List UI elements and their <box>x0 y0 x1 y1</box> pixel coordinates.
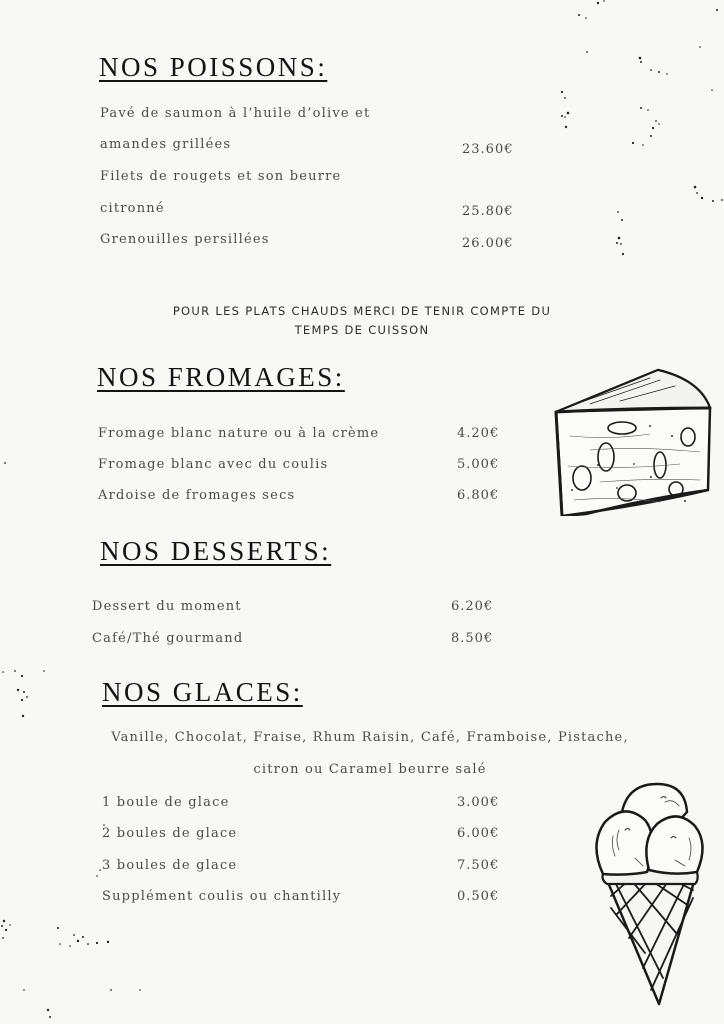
cooking-time-notice <box>140 302 584 340</box>
menu-item-name: Grenouilles persillées <box>100 232 270 247</box>
menu-item-price: 8.50€ <box>451 631 494 646</box>
menu-item-price: 5.00€ <box>457 457 500 472</box>
menu-item-name: 3 boules de glace <box>102 858 238 873</box>
menu-item-name: Ardoise de fromages secs <box>98 488 296 503</box>
ice-cream-flavors: Vanille, Chocolat, Fraise, Rhum Raisin, Café, Framboise, Pistache, <box>111 730 629 745</box>
menu-item-price: 25.80€ <box>462 204 514 219</box>
menu-item-name: amandes grillées <box>100 137 232 152</box>
menu-item-name: citronné <box>100 201 165 216</box>
menu-item-name: 1 boule de glace <box>102 795 230 810</box>
menu-item-price: 3.00€ <box>457 795 500 810</box>
menu-item-price: 0.50€ <box>457 889 500 904</box>
ice-cream-flavors: citron ou Caramel beurre salé <box>253 762 487 777</box>
menu-item-price: 26.00€ <box>462 236 514 251</box>
menu-item-price: 6.20€ <box>451 599 494 614</box>
menu-item-name: Supplément coulis ou chantilly <box>102 889 342 904</box>
notice-line: POUR LES PLATS CHAUDS MERCI DE TENIR COMPTE DU <box>172 304 552 318</box>
menu-item-name: Dessert du moment <box>92 599 242 614</box>
notice-line: TEMPS DE CUISSON <box>294 323 430 337</box>
menu-item-name: Café/Thé gourmand <box>92 631 244 646</box>
cheese-wedge-icon <box>550 366 715 516</box>
section-title-desserts: NOS DESSERTS: <box>100 536 332 566</box>
menu-item-name: 2 boules de glace <box>102 826 238 841</box>
menu-item-price: 7.50€ <box>457 858 500 873</box>
menu-item-name: Pavé de saumon à l’huile d’olive et <box>100 106 371 121</box>
menu-item-name: Fromage blanc avec du coulis <box>98 457 329 472</box>
menu-item-price: 6.80€ <box>457 488 500 503</box>
section-title-glaces: NOS GLACES: <box>102 677 303 707</box>
menu-item-name: Filets de rougets et son beurre <box>100 169 342 184</box>
menu-item-price: 23.60€ <box>462 142 514 157</box>
section-title-fromages: NOS FROMAGES: <box>97 362 345 392</box>
menu-item-name: Fromage blanc nature ou à la crème <box>98 426 380 441</box>
ice-cream-cone-icon <box>585 778 713 1008</box>
section-title-poissons: NOS POISSONS: <box>99 52 328 82</box>
menu-item-price: 6.00€ <box>457 826 500 841</box>
menu-item-price: 4.20€ <box>457 426 500 441</box>
